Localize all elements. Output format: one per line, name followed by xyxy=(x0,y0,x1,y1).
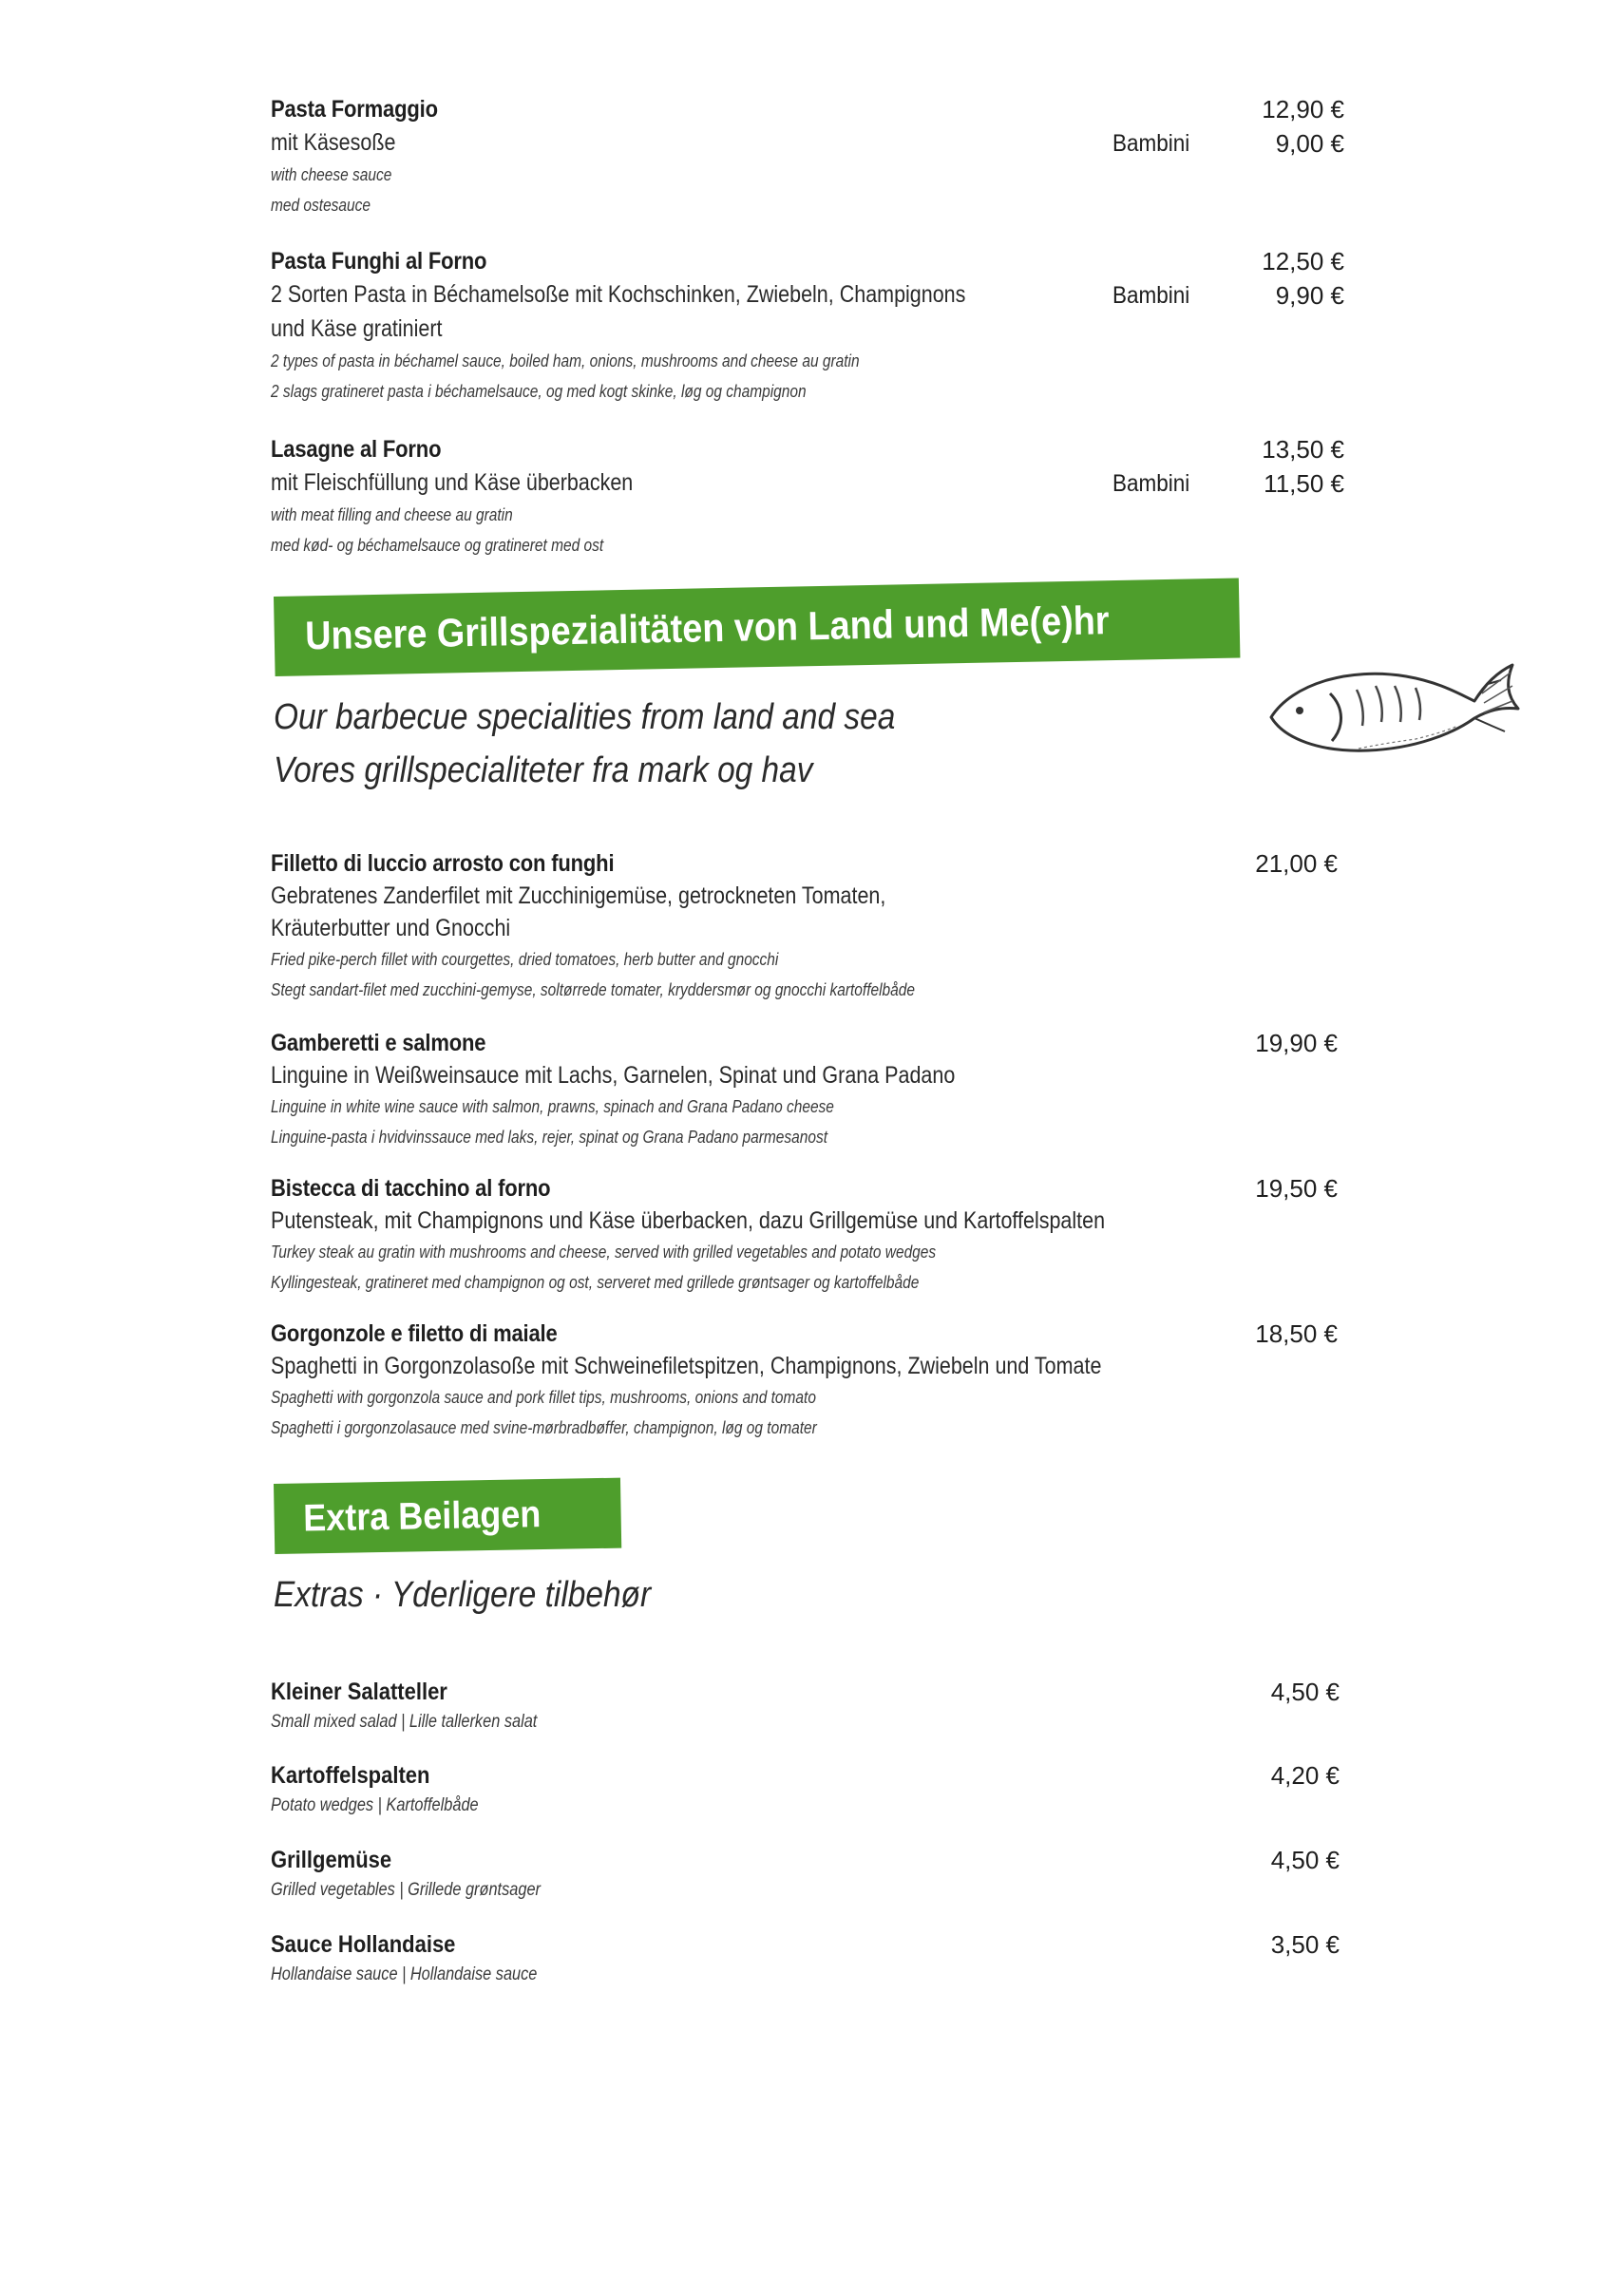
dish-translation-en: with meat filling and cheese au gratin xyxy=(271,505,513,524)
bambini-label: Bambini xyxy=(1112,130,1190,157)
dish-name: Lasagne al Forno xyxy=(271,436,442,463)
dish-description: Putensteak, mit Champignons und Käse überbacken, dazu Grillgemüse und Kartoffelspalten xyxy=(271,1207,1106,1234)
dish-translation-en: Fried pike-perch fillet with courgettes, dried tomatoes, herb butter and gnocchi xyxy=(271,950,779,969)
dish-name: Bistecca di tacchino al forno xyxy=(271,1175,551,1202)
dish-name: Pasta Funghi al Forno xyxy=(271,248,487,275)
dish-description: mit Käsesoße xyxy=(271,129,396,156)
dish-description: Spaghetti in Gorgonzolasoße mit Schweinefiletspitzen, Champignons, Zwiebeln und Tomate xyxy=(271,1353,1102,1379)
dish-description: Gebratenes Zanderfilet mit Zucchinigemüse, getrockneten Tomaten, xyxy=(271,882,886,909)
grill-section-banner xyxy=(274,578,1240,675)
extra-name: Grillgemüse xyxy=(271,1847,392,1873)
extra-sauce-hollandaise xyxy=(271,1928,1340,1989)
extra-price: 4,50 € xyxy=(1270,1678,1340,1706)
dish-translation-da: Stegt sandart-filet med zucchini-gemyse, soltørrede tomater, kryddersmør og gnocchi kartoffelbåde xyxy=(271,980,915,999)
dish-translation-da: Spaghetti i gorgonzolasauce med svine-mørbradbøffer, champignon, løg og tomater xyxy=(271,1418,817,1437)
dish-price: 12,90 € xyxy=(1262,95,1344,123)
dish-price: 18,50 € xyxy=(1255,1319,1338,1348)
dish-price: 21,00 € xyxy=(1255,849,1338,878)
dish-translation-da: med kød- og béchamelsauce og gratineret med ost xyxy=(271,536,604,555)
dish-name: Gamberetti e salmone xyxy=(271,1030,486,1056)
dish-gorgonzole-e-filetto xyxy=(271,1318,1338,1443)
dish-description: Kräuterbutter und Gnocchi xyxy=(271,915,511,941)
dish-price: 19,90 € xyxy=(1255,1029,1338,1057)
dish-pasta-formaggio xyxy=(271,93,1344,220)
bambini-price: 11,50 € xyxy=(1264,469,1344,498)
extra-translation: Hollandaise sauce | Hollandaise sauce xyxy=(271,1964,538,1984)
extra-price: 4,20 € xyxy=(1270,1761,1340,1790)
dish-name: Gorgonzole e filetto di maiale xyxy=(271,1320,558,1347)
dish-lasagne-al-forno xyxy=(271,433,1344,560)
extra-price: 3,50 € xyxy=(1270,1930,1340,1959)
extra-translation: Small mixed salad | Lille tallerken salat xyxy=(271,1712,538,1732)
extras-section-title: Extra Beilagen xyxy=(302,1493,542,1540)
bambini-label: Bambini xyxy=(1112,282,1190,309)
bambini-price: 9,00 € xyxy=(1275,129,1344,158)
dish-translation-da: Kyllingesteak, gratineret med champignon og ost, serveret med grillede grøntsager og kartoffelbåde xyxy=(271,1273,920,1292)
dish-description: und Käse gratiniert xyxy=(271,315,443,342)
dish-bistecca-di-tacchino xyxy=(271,1172,1338,1298)
fish-icon xyxy=(1264,627,1520,769)
grill-subtitle-en: Our barbecue specialities from land and sea xyxy=(274,697,896,737)
dish-filletto-di-luccio xyxy=(271,847,1338,1005)
dish-price: 19,50 € xyxy=(1255,1174,1338,1203)
dish-price: 13,50 € xyxy=(1262,435,1344,464)
dish-translation-da: Linguine-pasta i hvidvinssauce med laks, rejer, spinat og Grana Padano parmesanost xyxy=(271,1128,828,1147)
extras-subtitle: Extras · Yderligere tilbehør xyxy=(274,1575,652,1615)
bambini-label: Bambini xyxy=(1112,470,1190,497)
extra-name: Sauce Hollandaise xyxy=(271,1931,456,1958)
dish-translation-en: Turkey steak au gratin with mushrooms and cheese, served with grilled vegetables and potato wedges xyxy=(271,1243,937,1262)
extra-kleiner-salatteller xyxy=(271,1676,1340,1736)
dish-translation-da: 2 slags gratineret pasta i béchamelsauce, og med kogt skinke, løg og champignon xyxy=(271,382,807,401)
extra-kartoffelspalten xyxy=(271,1759,1340,1820)
dish-translation-en: with cheese sauce xyxy=(271,165,392,184)
extra-translation: Potato wedges | Kartoffelbåde xyxy=(271,1795,479,1815)
dish-name: Pasta Formaggio xyxy=(271,96,438,123)
extra-name: Kartoffelspalten xyxy=(271,1762,430,1789)
extra-translation: Grilled vegetables | Grillede grøntsager xyxy=(271,1880,541,1900)
dish-description: mit Fleischfüllung und Käse überbacken xyxy=(271,469,634,496)
dish-name: Filletto di luccio arrosto con funghi xyxy=(271,850,615,877)
grill-section-title: Unsere Grillspezialitäten von Land und Me(e)hr xyxy=(304,598,1110,658)
extra-price: 4,50 € xyxy=(1270,1846,1340,1874)
dish-pasta-funghi-al-forno xyxy=(271,245,1344,407)
dish-description: 2 Sorten Pasta in Béchamelsoße mit Kochschinken, Zwiebeln, Champignons xyxy=(271,281,966,308)
dish-translation-en: Spaghetti with gorgonzola sauce and pork fillet tips, mushrooms, onions and tomato xyxy=(271,1388,816,1407)
bambini-price: 9,90 € xyxy=(1275,281,1344,310)
dish-translation-en: 2 types of pasta in béchamel sauce, boiled ham, onions, mushrooms and cheese au gratin xyxy=(271,351,860,370)
dish-translation-en: Linguine in white wine sauce with salmon, prawns, spinach and Grana Padano cheese xyxy=(271,1097,834,1116)
grill-subtitle-da: Vores grillspecialiteter fra mark og hav xyxy=(274,750,813,790)
dish-gamberetti-e-salmone xyxy=(271,1027,1338,1152)
extras-section-banner xyxy=(274,1478,621,1554)
extra-name: Kleiner Salatteller xyxy=(271,1679,447,1705)
dish-translation-da: med ostesauce xyxy=(271,196,371,215)
dish-description: Linguine in Weißweinsauce mit Lachs, Garnelen, Spinat und Grana Padano xyxy=(271,1062,956,1089)
dish-price: 12,50 € xyxy=(1262,247,1344,275)
extra-grillgemuese xyxy=(271,1844,1340,1905)
